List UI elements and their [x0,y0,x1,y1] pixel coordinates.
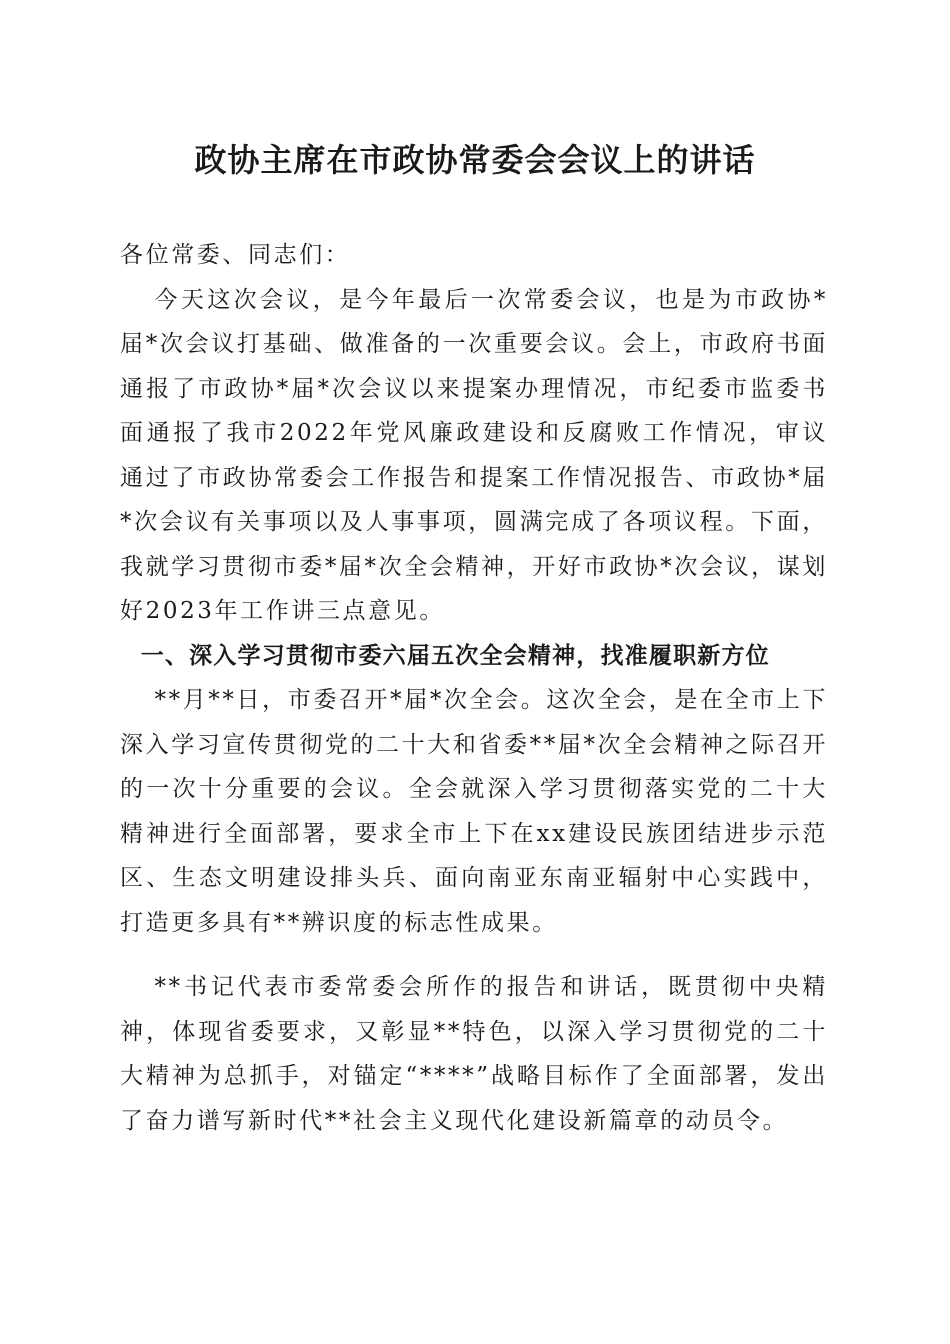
section-paragraph: **月**日，市委召开*届*次全会。这次全会，是在全市上下深入学习宣传贯彻党的二十大和省委**届*次全会精神之际召开的一次十分重要的会议。全会就深入学习贯彻落实党的二十大精神进行全面部署，要求全市上下在xx建设民族团结进步示范区、生态文明建设排头兵、面向南亚东南亚辐射中心实践中，打造更多具有**辨识度的标志性成果。 [120,687,828,936]
section-paragraph: **书记代表市委常委会所作的报告和讲话，既贯彻中央精神，体现省委要求，又彰显**特色，以深入学习贯彻党的二十大精神为总抓手，对锚定“****”战略目标作了全面部署，发出了奋力谱写新时代**社会主义现代化建设新篇章的动员令。 [120,974,828,1134]
salutation: 各位常委、同志们： [120,242,351,268]
intro-paragraph: 今天这次会议，是今年最后一次常委会议，也是为市政协*届*次会议打基础、做准备的一次重要会议。会上，市政府书面通报了市政协*届*次会议以来提案办理情况，市纪委市监委书面通报了我市2022年党风廉政建设和反腐败工作情况，审议通过了市政协常委会工作报告和提案工作情况报告、市政协*届*次会议有关事项以及人事事项，圆满完成了各项议程。下面，我就学习贯彻市委*届*次全会精神，开好市政协*次会议，谋划好2023年工作讲三点意见。 [120,286,828,624]
document-title: 政协主席在市政协常委会会议上的讲话 [194,141,756,179]
document-body [120,233,828,1143]
section-heading: 一、深入学习贯彻市委六届五次全会精神，找准履职新方位 [140,642,770,669]
